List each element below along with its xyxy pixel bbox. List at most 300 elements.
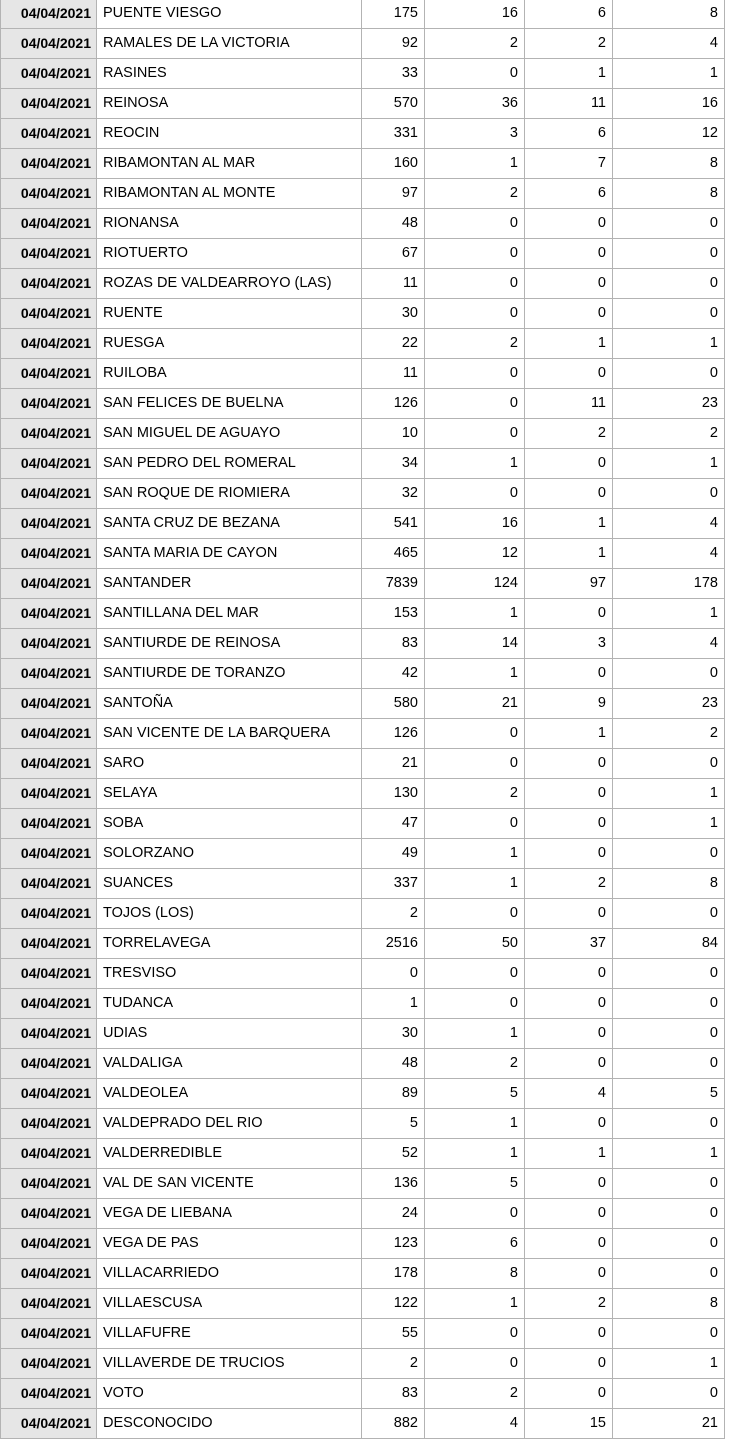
- municipality-cell: SELAYA: [97, 779, 362, 809]
- value-cell-4: 0: [613, 1229, 725, 1259]
- municipality-cell: SANTILLANA DEL MAR: [97, 599, 362, 629]
- table-row: [1, 1409, 725, 1439]
- date-cell: 04/04/2021: [1, 899, 97, 929]
- municipality-cell: VALDEPRADO DEL RIO: [97, 1109, 362, 1139]
- value-cell-3: 0: [525, 1049, 613, 1079]
- value-cell-4: 8: [613, 1289, 725, 1319]
- value-cell-3: 0: [525, 479, 613, 509]
- value-cell-1: 21: [362, 749, 425, 779]
- municipality-cell: TORRELAVEGA: [97, 929, 362, 959]
- value-cell-2: 16: [425, 509, 525, 539]
- value-cell-4: 8: [613, 149, 725, 179]
- value-cell-3: 1: [525, 329, 613, 359]
- date-cell: 04/04/2021: [1, 119, 97, 149]
- value-cell-3: 0: [525, 749, 613, 779]
- value-cell-4: 178: [613, 569, 725, 599]
- value-cell-1: 2516: [362, 929, 425, 959]
- value-cell-2: 0: [425, 239, 525, 269]
- value-cell-4: 12: [613, 119, 725, 149]
- municipality-cell: SAN ROQUE DE RIOMIERA: [97, 479, 362, 509]
- value-cell-3: 0: [525, 899, 613, 929]
- value-cell-1: 570: [362, 89, 425, 119]
- table-row: [1, 29, 725, 59]
- municipality-cell: RUESGA: [97, 329, 362, 359]
- municipality-cell: VALDEOLEA: [97, 1079, 362, 1109]
- date-cell: 04/04/2021: [1, 89, 97, 119]
- value-cell-2: 0: [425, 299, 525, 329]
- date-cell: 04/04/2021: [1, 929, 97, 959]
- value-cell-1: 1: [362, 989, 425, 1019]
- value-cell-2: 0: [425, 1319, 525, 1349]
- municipality-cell: VILLAESCUSA: [97, 1289, 362, 1319]
- date-cell: 04/04/2021: [1, 1169, 97, 1199]
- value-cell-4: 0: [613, 1049, 725, 1079]
- value-cell-2: 0: [425, 1199, 525, 1229]
- date-cell: 04/04/2021: [1, 959, 97, 989]
- value-cell-3: 2: [525, 419, 613, 449]
- value-cell-3: 6: [525, 179, 613, 209]
- value-cell-4: 0: [613, 1259, 725, 1289]
- table-row: [1, 689, 725, 719]
- table-row: [1, 569, 725, 599]
- value-cell-2: 14: [425, 629, 525, 659]
- value-cell-2: 0: [425, 59, 525, 89]
- table-row: [1, 1049, 725, 1079]
- value-cell-3: 0: [525, 239, 613, 269]
- value-cell-3: 6: [525, 0, 613, 29]
- value-cell-2: 1: [425, 1109, 525, 1139]
- municipality-cell: VOTO: [97, 1379, 362, 1409]
- value-cell-1: 11: [362, 269, 425, 299]
- value-cell-2: 3: [425, 119, 525, 149]
- municipality-cell: VILLAFUFRE: [97, 1319, 362, 1349]
- value-cell-4: 0: [613, 839, 725, 869]
- value-cell-4: 0: [613, 1109, 725, 1139]
- value-cell-2: 50: [425, 929, 525, 959]
- date-cell: 04/04/2021: [1, 1019, 97, 1049]
- value-cell-4: 1: [613, 599, 725, 629]
- date-cell: 04/04/2021: [1, 419, 97, 449]
- value-cell-4: 4: [613, 29, 725, 59]
- value-cell-1: 153: [362, 599, 425, 629]
- value-cell-2: 0: [425, 749, 525, 779]
- value-cell-1: 34: [362, 449, 425, 479]
- value-cell-4: 8: [613, 179, 725, 209]
- value-cell-4: 0: [613, 659, 725, 689]
- value-cell-1: 32: [362, 479, 425, 509]
- value-cell-1: 97: [362, 179, 425, 209]
- date-cell: 04/04/2021: [1, 989, 97, 1019]
- table-row: [1, 1289, 725, 1319]
- table-row: [1, 1349, 725, 1379]
- value-cell-3: 0: [525, 1259, 613, 1289]
- municipality-cell: RUENTE: [97, 299, 362, 329]
- municipality-cell: SANTA CRUZ DE BEZANA: [97, 509, 362, 539]
- value-cell-4: 8: [613, 869, 725, 899]
- value-cell-3: 0: [525, 659, 613, 689]
- municipality-cell: VILLAVERDE DE TRUCIOS: [97, 1349, 362, 1379]
- value-cell-3: 0: [525, 839, 613, 869]
- value-cell-4: 0: [613, 209, 725, 239]
- table-row: [1, 929, 725, 959]
- table-row: [1, 839, 725, 869]
- table-row: [1, 869, 725, 899]
- municipality-cell: TRESVISO: [97, 959, 362, 989]
- value-cell-2: 0: [425, 209, 525, 239]
- value-cell-3: 0: [525, 269, 613, 299]
- value-cell-1: 2: [362, 899, 425, 929]
- date-cell: 04/04/2021: [1, 389, 97, 419]
- value-cell-2: 124: [425, 569, 525, 599]
- value-cell-1: 47: [362, 809, 425, 839]
- date-cell: 04/04/2021: [1, 1049, 97, 1079]
- value-cell-2: 12: [425, 539, 525, 569]
- value-cell-3: 0: [525, 779, 613, 809]
- value-cell-4: 23: [613, 389, 725, 419]
- value-cell-4: 2: [613, 419, 725, 449]
- value-cell-1: 49: [362, 839, 425, 869]
- value-cell-1: 130: [362, 779, 425, 809]
- value-cell-2: 1: [425, 659, 525, 689]
- table-row: [1, 419, 725, 449]
- value-cell-1: 89: [362, 1079, 425, 1109]
- value-cell-3: 0: [525, 1229, 613, 1259]
- municipality-cell: SANTANDER: [97, 569, 362, 599]
- municipality-cell: VAL DE SAN VICENTE: [97, 1169, 362, 1199]
- municipality-cell: VEGA DE PAS: [97, 1229, 362, 1259]
- municipality-cell: TOJOS (LOS): [97, 899, 362, 929]
- value-cell-1: 175: [362, 0, 425, 29]
- value-cell-1: 48: [362, 209, 425, 239]
- value-cell-3: 1: [525, 509, 613, 539]
- value-cell-2: 0: [425, 719, 525, 749]
- table-row: [1, 959, 725, 989]
- date-cell: 04/04/2021: [1, 1409, 97, 1439]
- date-cell: 04/04/2021: [1, 449, 97, 479]
- table-row: [1, 239, 725, 269]
- value-cell-1: 55: [362, 1319, 425, 1349]
- value-cell-2: 6: [425, 1229, 525, 1259]
- date-cell: 04/04/2021: [1, 269, 97, 299]
- value-cell-4: 16: [613, 89, 725, 119]
- table-row: [1, 1169, 725, 1199]
- value-cell-3: 2: [525, 29, 613, 59]
- value-cell-2: 1: [425, 149, 525, 179]
- table-row: [1, 1199, 725, 1229]
- table-row: [1, 1379, 725, 1409]
- value-cell-1: 465: [362, 539, 425, 569]
- date-cell: 04/04/2021: [1, 689, 97, 719]
- value-cell-4: 8: [613, 0, 725, 29]
- value-cell-1: 30: [362, 1019, 425, 1049]
- date-cell: 04/04/2021: [1, 29, 97, 59]
- municipality-cell: REOCIN: [97, 119, 362, 149]
- table-row: [1, 269, 725, 299]
- value-cell-2: 2: [425, 1049, 525, 1079]
- value-cell-3: 37: [525, 929, 613, 959]
- value-cell-1: 33: [362, 59, 425, 89]
- value-cell-3: 9: [525, 689, 613, 719]
- value-cell-1: 52: [362, 1139, 425, 1169]
- table-row: [1, 329, 725, 359]
- value-cell-3: 3: [525, 629, 613, 659]
- value-cell-2: 16: [425, 0, 525, 29]
- table-row: [1, 1139, 725, 1169]
- value-cell-4: 0: [613, 1199, 725, 1229]
- value-cell-2: 0: [425, 389, 525, 419]
- value-cell-2: 1: [425, 839, 525, 869]
- value-cell-4: 0: [613, 1169, 725, 1199]
- municipality-cell: RIONANSA: [97, 209, 362, 239]
- date-cell: 04/04/2021: [1, 1109, 97, 1139]
- municipality-cell: VALDERREDIBLE: [97, 1139, 362, 1169]
- value-cell-1: 126: [362, 719, 425, 749]
- value-cell-4: 1: [613, 779, 725, 809]
- value-cell-4: 0: [613, 1379, 725, 1409]
- municipality-cell: RIOTUERTO: [97, 239, 362, 269]
- date-cell: 04/04/2021: [1, 479, 97, 509]
- value-cell-3: 4: [525, 1079, 613, 1109]
- value-cell-2: 1: [425, 1139, 525, 1169]
- value-cell-3: 0: [525, 1019, 613, 1049]
- municipality-cell: RIBAMONTAN AL MAR: [97, 149, 362, 179]
- value-cell-2: 2: [425, 1379, 525, 1409]
- table-row: [1, 629, 725, 659]
- value-cell-4: 0: [613, 239, 725, 269]
- value-cell-3: 0: [525, 1169, 613, 1199]
- municipality-cell: SANTIURDE DE REINOSA: [97, 629, 362, 659]
- value-cell-2: 1: [425, 599, 525, 629]
- value-cell-4: 1: [613, 1349, 725, 1379]
- value-cell-3: 0: [525, 1349, 613, 1379]
- value-cell-4: 0: [613, 1019, 725, 1049]
- municipality-cell: RUILOBA: [97, 359, 362, 389]
- value-cell-2: 0: [425, 959, 525, 989]
- value-cell-3: 0: [525, 359, 613, 389]
- value-cell-3: 1: [525, 539, 613, 569]
- date-cell: 04/04/2021: [1, 719, 97, 749]
- value-cell-2: 0: [425, 809, 525, 839]
- value-cell-1: 541: [362, 509, 425, 539]
- value-cell-3: 0: [525, 1109, 613, 1139]
- table-row: [1, 89, 725, 119]
- value-cell-3: 97: [525, 569, 613, 599]
- date-cell: 04/04/2021: [1, 1199, 97, 1229]
- municipality-cell: RAMALES DE LA VICTORIA: [97, 29, 362, 59]
- value-cell-1: 42: [362, 659, 425, 689]
- date-cell: 04/04/2021: [1, 659, 97, 689]
- table-row: [1, 209, 725, 239]
- date-cell: 04/04/2021: [1, 809, 97, 839]
- table-row: [1, 749, 725, 779]
- value-cell-2: 0: [425, 1349, 525, 1379]
- value-cell-1: 48: [362, 1049, 425, 1079]
- value-cell-4: 0: [613, 749, 725, 779]
- value-cell-1: 67: [362, 239, 425, 269]
- value-cell-3: 11: [525, 389, 613, 419]
- value-cell-2: 5: [425, 1169, 525, 1199]
- value-cell-4: 0: [613, 299, 725, 329]
- municipality-cell: SANTOÑA: [97, 689, 362, 719]
- table-row: [1, 449, 725, 479]
- table-row: [1, 1019, 725, 1049]
- value-cell-1: 126: [362, 389, 425, 419]
- municipality-cell: SUANCES: [97, 869, 362, 899]
- value-cell-3: 0: [525, 989, 613, 1019]
- table-row: [1, 779, 725, 809]
- value-cell-2: 5: [425, 1079, 525, 1109]
- value-cell-2: 2: [425, 29, 525, 59]
- date-cell: 04/04/2021: [1, 509, 97, 539]
- value-cell-1: 22: [362, 329, 425, 359]
- value-cell-1: 30: [362, 299, 425, 329]
- value-cell-4: 4: [613, 539, 725, 569]
- value-cell-4: 84: [613, 929, 725, 959]
- municipality-cell: SAN FELICES DE BUELNA: [97, 389, 362, 419]
- value-cell-1: 2: [362, 1349, 425, 1379]
- value-cell-3: 0: [525, 299, 613, 329]
- date-cell: 04/04/2021: [1, 1079, 97, 1109]
- table-row: [1, 989, 725, 1019]
- value-cell-1: 83: [362, 1379, 425, 1409]
- municipality-cell: VALDALIGA: [97, 1049, 362, 1079]
- value-cell-4: 0: [613, 359, 725, 389]
- date-cell: 04/04/2021: [1, 1229, 97, 1259]
- municipality-cell: SAN PEDRO DEL ROMERAL: [97, 449, 362, 479]
- value-cell-4: 4: [613, 629, 725, 659]
- value-cell-2: 21: [425, 689, 525, 719]
- date-cell: 04/04/2021: [1, 59, 97, 89]
- value-cell-2: 1: [425, 869, 525, 899]
- value-cell-1: 136: [362, 1169, 425, 1199]
- value-cell-1: 24: [362, 1199, 425, 1229]
- municipality-cell: PUENTE VIESGO: [97, 0, 362, 29]
- table-row: [1, 719, 725, 749]
- table-row: [1, 389, 725, 419]
- value-cell-3: 15: [525, 1409, 613, 1439]
- value-cell-3: 0: [525, 1319, 613, 1349]
- table-row: [1, 1259, 725, 1289]
- value-cell-3: 0: [525, 959, 613, 989]
- table-row: [1, 1079, 725, 1109]
- value-cell-4: 4: [613, 509, 725, 539]
- value-cell-3: 0: [525, 809, 613, 839]
- value-cell-4: 0: [613, 1319, 725, 1349]
- value-cell-4: 23: [613, 689, 725, 719]
- municipality-cell: REINOSA: [97, 89, 362, 119]
- value-cell-2: 4: [425, 1409, 525, 1439]
- table-row: [1, 119, 725, 149]
- value-cell-2: 0: [425, 269, 525, 299]
- municipality-cell: SOBA: [97, 809, 362, 839]
- value-cell-1: 331: [362, 119, 425, 149]
- table-row: [1, 1109, 725, 1139]
- value-cell-4: 1: [613, 59, 725, 89]
- date-cell: 04/04/2021: [1, 329, 97, 359]
- date-cell: 04/04/2021: [1, 179, 97, 209]
- value-cell-4: 1: [613, 1139, 725, 1169]
- municipality-cell: ROZAS DE VALDEARROYO (LAS): [97, 269, 362, 299]
- value-cell-4: 0: [613, 899, 725, 929]
- date-cell: 04/04/2021: [1, 569, 97, 599]
- table-row: [1, 809, 725, 839]
- municipality-cell: TUDANCA: [97, 989, 362, 1019]
- value-cell-1: 122: [362, 1289, 425, 1319]
- value-cell-3: 1: [525, 59, 613, 89]
- value-cell-2: 1: [425, 1019, 525, 1049]
- table-row: [1, 0, 725, 29]
- municipality-cell: SANTIURDE DE TORANZO: [97, 659, 362, 689]
- value-cell-3: 6: [525, 119, 613, 149]
- value-cell-2: 1: [425, 449, 525, 479]
- date-cell: 04/04/2021: [1, 779, 97, 809]
- date-cell: 04/04/2021: [1, 1379, 97, 1409]
- value-cell-4: 2: [613, 719, 725, 749]
- value-cell-1: 7839: [362, 569, 425, 599]
- value-cell-3: 1: [525, 1139, 613, 1169]
- value-cell-1: 160: [362, 149, 425, 179]
- date-cell: 04/04/2021: [1, 299, 97, 329]
- date-cell: 04/04/2021: [1, 1289, 97, 1319]
- date-cell: 04/04/2021: [1, 209, 97, 239]
- value-cell-1: 92: [362, 29, 425, 59]
- value-cell-2: 2: [425, 179, 525, 209]
- date-cell: 04/04/2021: [1, 629, 97, 659]
- table-body: [1, 0, 725, 1439]
- value-cell-3: 0: [525, 209, 613, 239]
- table-row: [1, 149, 725, 179]
- value-cell-3: 0: [525, 1199, 613, 1229]
- table-row: [1, 509, 725, 539]
- value-cell-1: 580: [362, 689, 425, 719]
- value-cell-1: 83: [362, 629, 425, 659]
- date-cell: 04/04/2021: [1, 839, 97, 869]
- value-cell-4: 1: [613, 809, 725, 839]
- value-cell-1: 10: [362, 419, 425, 449]
- municipality-cell: UDIAS: [97, 1019, 362, 1049]
- value-cell-1: 5: [362, 1109, 425, 1139]
- value-cell-3: 0: [525, 599, 613, 629]
- municipality-cell: RIBAMONTAN AL MONTE: [97, 179, 362, 209]
- value-cell-3: 1: [525, 719, 613, 749]
- table-row: [1, 179, 725, 209]
- value-cell-2: 1: [425, 1289, 525, 1319]
- table-row: [1, 539, 725, 569]
- value-cell-3: 2: [525, 869, 613, 899]
- value-cell-1: 0: [362, 959, 425, 989]
- value-cell-2: 0: [425, 989, 525, 1019]
- value-cell-4: 0: [613, 269, 725, 299]
- table-row: [1, 299, 725, 329]
- municipality-cell: VILLACARRIEDO: [97, 1259, 362, 1289]
- value-cell-2: 0: [425, 419, 525, 449]
- value-cell-1: 178: [362, 1259, 425, 1289]
- value-cell-2: 36: [425, 89, 525, 119]
- date-cell: 04/04/2021: [1, 599, 97, 629]
- municipality-cell: SANTA MARIA DE CAYON: [97, 539, 362, 569]
- date-cell: 04/04/2021: [1, 1349, 97, 1379]
- value-cell-1: 123: [362, 1229, 425, 1259]
- value-cell-3: 7: [525, 149, 613, 179]
- value-cell-3: 2: [525, 1289, 613, 1319]
- value-cell-4: 0: [613, 959, 725, 989]
- date-cell: 04/04/2021: [1, 1319, 97, 1349]
- date-cell: 04/04/2021: [1, 0, 97, 29]
- date-cell: 04/04/2021: [1, 1259, 97, 1289]
- date-cell: 04/04/2021: [1, 149, 97, 179]
- value-cell-1: 337: [362, 869, 425, 899]
- municipality-cell: SAN MIGUEL DE AGUAYO: [97, 419, 362, 449]
